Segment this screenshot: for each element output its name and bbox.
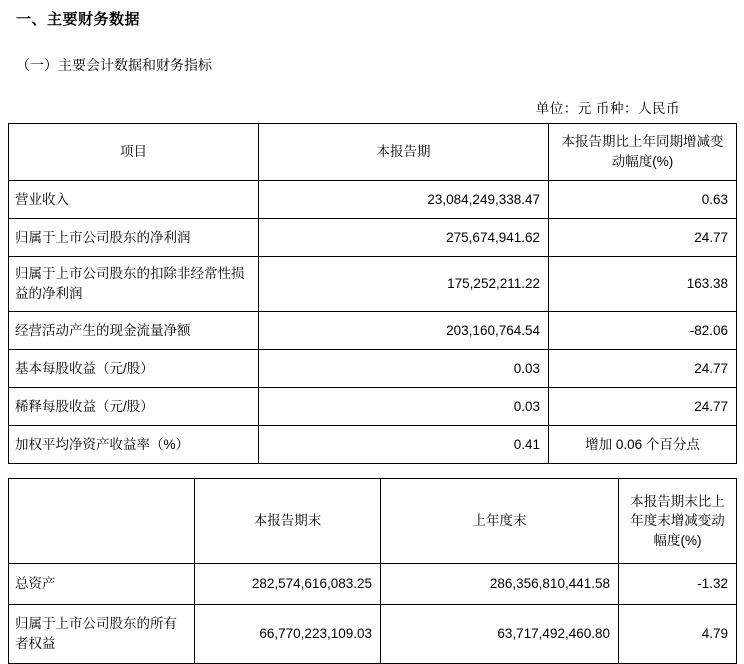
row-change: 24.77 — [549, 219, 737, 257]
table-row — [9, 388, 737, 426]
column-header-period: 本报告期 — [259, 124, 549, 181]
page-title: 一、主要财务数据 — [16, 11, 141, 28]
row-current-value: 66,770,223,109.03 — [195, 605, 381, 664]
row-label: 营业收入 — [9, 181, 259, 219]
row-value: 0.03 — [259, 388, 549, 426]
table-row — [9, 219, 737, 257]
row-previous-value: 286,356,810,441.58 — [381, 564, 619, 605]
table-row — [9, 564, 737, 605]
table-row — [9, 350, 737, 388]
table-row — [9, 426, 737, 464]
row-label: 归属于上市公司股东的所有者权益 — [9, 605, 195, 664]
column-header-change: 本报告期末比上年度末增减变动幅度(%) — [619, 479, 737, 564]
table-header-row — [9, 124, 737, 181]
row-value: 275,674,941.62 — [259, 219, 549, 257]
row-change: 163.38 — [549, 257, 737, 312]
row-value: 0.03 — [259, 350, 549, 388]
row-change: 4.79 — [619, 605, 737, 664]
row-label: 经营活动产生的现金流量净额 — [9, 312, 259, 350]
row-current-value: 282,574,616,083.25 — [195, 564, 381, 605]
column-header-change: 本报告期比上年同期增减变动幅度(%) — [549, 124, 737, 181]
balance-sheet-table — [8, 478, 737, 664]
column-header-previous-year-end: 上年度末 — [381, 479, 619, 564]
row-label: 稀释每股收益（元/股） — [9, 388, 259, 426]
main-financial-table — [8, 123, 737, 464]
table-row — [9, 312, 737, 350]
document-page — [0, 8, 744, 664]
column-header-current-period-end: 本报告期末 — [195, 479, 381, 564]
table-row — [9, 257, 737, 312]
subsection-title: （一）主要会计数据和财务指标 — [16, 57, 212, 73]
row-value: 203,160,764.54 — [259, 312, 549, 350]
row-value: 0.41 — [259, 426, 549, 464]
unit-currency-note: 单位：元 币种：人民币 — [535, 101, 680, 116]
row-change: 24.77 — [549, 350, 737, 388]
table-row — [9, 181, 737, 219]
row-value: 23,084,249,338.47 — [259, 181, 549, 219]
row-label: 基本每股收益（元/股） — [9, 350, 259, 388]
row-change: 增加 0.06 个百分点 — [549, 426, 737, 464]
row-change: 24.77 — [549, 388, 737, 426]
row-label: 加权平均净资产收益率（%） — [9, 426, 259, 464]
column-header-blank — [9, 479, 195, 564]
table-header-row — [9, 479, 737, 564]
row-change: -82.06 — [549, 312, 737, 350]
row-previous-value: 63,717,492,460.80 — [381, 605, 619, 664]
row-label: 归属于上市公司股东的扣除非经常性损益的净利润 — [9, 257, 259, 312]
row-label: 归属于上市公司股东的净利润 — [9, 219, 259, 257]
row-label: 总资产 — [9, 564, 195, 605]
row-value: 175,252,211.22 — [259, 257, 549, 312]
row-change: -1.32 — [619, 564, 737, 605]
row-change: 0.63 — [549, 181, 737, 219]
table-row — [9, 605, 737, 664]
column-header-item: 项目 — [9, 124, 259, 181]
